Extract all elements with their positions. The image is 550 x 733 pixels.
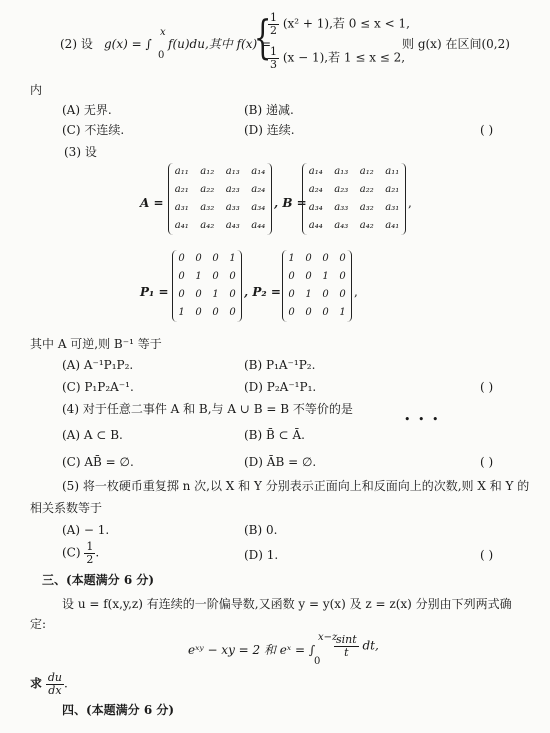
matrix-b-cell: a₂₄	[308, 184, 323, 195]
section-3-eq-den: t	[344, 645, 349, 659]
q2-option-b: (B) 递减.	[244, 103, 294, 117]
section-3-eq-fraction	[334, 634, 379, 658]
matrix-p1-cell: 0	[229, 289, 236, 300]
q2-case2	[268, 46, 405, 70]
q2-prefix: (2) 设	[60, 37, 93, 51]
q2-case1-num: 1	[270, 11, 277, 24]
q3-p1-label: P₁ =	[140, 285, 169, 299]
matrix-a-cell: a₄₂	[200, 220, 215, 231]
matrix-p1-row	[173, 286, 241, 304]
matrix-b-cell: a₁₂	[359, 166, 374, 177]
q5-stem2: 相关系数等于	[30, 501, 103, 515]
q5-option-c-tail: .	[95, 545, 100, 560]
matrix-p1-cell: 0	[212, 253, 219, 264]
q3-stem: 其中 A 可逆,则 B⁻¹ 等于	[30, 337, 162, 351]
section-3-eq-upper: x−z	[318, 632, 338, 643]
matrix-p2-cell: 0	[305, 307, 312, 318]
q4-emphasis-dots: • • •	[404, 413, 441, 426]
matrix-a-cell: a₄₃	[225, 220, 240, 231]
matrix-p2-cell: 0	[288, 271, 295, 282]
matrix-a	[168, 163, 272, 235]
matrix-p1-row	[173, 304, 241, 322]
matrix-b-cell: a₄₂	[359, 220, 374, 231]
q2-option-a: (A) 无界.	[62, 103, 112, 117]
q3-a-label: A =	[140, 196, 164, 210]
matrix-p1-cell: 0	[195, 289, 202, 300]
matrix-b-cell: a₃₁	[385, 202, 400, 213]
matrix-b-row	[303, 217, 405, 235]
q2-case1-rest: (x² + 1),若 0 ≤ x < 1,	[282, 16, 410, 31]
matrix-a-cell: a₃₂	[200, 202, 215, 213]
matrix-p2-cell: 0	[288, 289, 295, 300]
q3-b-label: , B =	[274, 196, 307, 210]
matrix-p2-row	[283, 286, 351, 304]
q4-option-b: (B) B̄ ⊂ Ā.	[244, 428, 305, 442]
matrix-p2-cell: 0	[339, 289, 346, 300]
q3-answer-blank: ( )	[480, 380, 494, 394]
q2-answer-blank: ( )	[480, 123, 494, 137]
matrix-b-cell: a₄₃	[334, 220, 349, 231]
matrix-a-row	[169, 217, 271, 235]
matrix-a-cell: a₁₃	[225, 166, 240, 177]
matrix-p1-cell: 0	[178, 253, 185, 264]
matrix-p1-cell: 0	[229, 307, 236, 318]
q3-b-tail: ,	[408, 196, 412, 210]
q2-brace: {	[253, 10, 272, 64]
matrix-p2-cell: 0	[339, 253, 346, 264]
matrix-p2-cell: 0	[305, 271, 312, 282]
section-3-ask-den: dx	[48, 683, 62, 697]
matrix-b-cell: a₂₁	[385, 184, 400, 195]
section-3-equation: eˣʸ − xy = 2 和 eˣ = ∫	[188, 643, 316, 657]
q4-option-a: (A) A ⊂ B.	[62, 428, 123, 442]
q2-case2-num: 1	[270, 45, 277, 58]
matrix-a-row	[169, 181, 271, 199]
q2-gx: g(x) = ∫	[104, 37, 152, 51]
matrix-b-cell: a₁₄	[308, 166, 323, 177]
matrix-p2-row	[283, 268, 351, 286]
matrix-a-row	[169, 199, 271, 217]
q2-integrand: f(u)du,其中 f(x) =	[168, 37, 272, 51]
q3-option-b: (B) P₁A⁻¹P₂.	[244, 358, 316, 372]
matrix-p2-cell: 1	[322, 271, 329, 282]
matrix-b-row	[303, 181, 405, 199]
q2-case2-rest: (x − 1),若 1 ≤ x ≤ 2,	[282, 50, 406, 65]
matrix-p1-cell: 1	[229, 253, 236, 264]
matrix-a-cell: a₁₁	[174, 166, 189, 177]
q5-stem: (5) 将一枚硬币重复掷 n 次,以 X 和 Y 分别表示正面向上和反面向上的次数,则 X 和 Y 的	[62, 479, 530, 493]
q5-option-c-den: 2	[86, 552, 94, 566]
q3-prefix: (3) 设	[64, 145, 97, 159]
section-3-line2: 定:	[30, 617, 47, 631]
matrix-p1-row	[173, 268, 241, 286]
matrix-a-cell: a₂₄	[251, 184, 266, 195]
q2-case1	[268, 12, 410, 36]
matrix-a-cell: a₄₁	[174, 220, 189, 231]
q3-option-c: (C) P₁P₂A⁻¹.	[62, 380, 134, 394]
matrix-b-cell: a₃₃	[334, 202, 349, 213]
matrix-p1-cell: 1	[195, 271, 202, 282]
section-3-title: 三、(本题满分 6 分)	[42, 573, 155, 587]
matrix-p1-cell: 0	[195, 307, 202, 318]
matrix-a-cell: a₃₁	[174, 202, 189, 213]
matrix-b-cell: a₂₃	[334, 184, 349, 195]
matrix-p2-cell: 1	[339, 307, 346, 318]
matrix-a-cell: a₂₁	[174, 184, 189, 195]
q4-stem: (4) 对于任意二事件 A 和 B,与 A ∪ B = B 不等价的是	[62, 402, 353, 416]
matrix-p1-cell: 0	[212, 307, 219, 318]
matrix-p2-row	[283, 250, 351, 268]
q5-option-a: (A) − 1.	[62, 523, 110, 537]
matrix-a-cell: a₁₂	[200, 166, 215, 177]
matrix-p2-cell: 0	[305, 253, 312, 264]
matrix-p2-cell: 0	[339, 271, 346, 282]
matrix-a-cell: a₁₄	[251, 166, 266, 177]
matrix-p2	[282, 250, 352, 322]
section-3-ask	[30, 672, 68, 696]
matrix-p2-cell: 1	[305, 289, 312, 300]
matrix-b-cell: a₁₁	[385, 166, 400, 177]
matrix-a-cell: a₂₃	[225, 184, 240, 195]
q3-option-d: (D) P₂A⁻¹P₁.	[244, 380, 317, 394]
q3-p2-tail: ,	[354, 285, 358, 299]
section-3-eq-lower: 0	[314, 656, 321, 667]
q2-lower-limit: 0	[158, 50, 165, 61]
matrix-p1	[172, 250, 242, 322]
matrix-p1-cell: 1	[178, 307, 185, 318]
matrix-a-cell: a₃₄	[251, 202, 266, 213]
q5-answer-blank: ( )	[480, 548, 494, 562]
matrix-b-row	[303, 199, 405, 217]
matrix-p2-row	[283, 304, 351, 322]
matrix-p1-cell: 0	[229, 271, 236, 282]
matrix-p1-cell: 0	[178, 271, 185, 282]
matrix-p2-cell: 0	[322, 289, 329, 300]
matrix-p1-cell: 0	[195, 253, 202, 264]
matrix-p2-cell: 0	[288, 307, 295, 318]
matrix-p1-cell: 0	[212, 271, 219, 282]
matrix-a-row	[169, 163, 271, 181]
matrix-b-cell: a₃₂	[359, 202, 374, 213]
q5-option-b: (B) 0.	[244, 523, 278, 537]
q4-answer-blank: ( )	[480, 455, 494, 469]
matrix-b-cell: a₃₄	[308, 202, 323, 213]
q5-option-c	[62, 541, 99, 565]
q2-option-c: (C) 不连续.	[62, 123, 125, 137]
q5-option-c-num: 1	[86, 540, 94, 553]
q2-option-d: (D) 连续.	[244, 123, 295, 137]
q2-tail: 则 g(x) 在区间(0,2)	[402, 37, 510, 51]
section-4-title: 四、(本题满分 6 分)	[62, 703, 175, 717]
matrix-p1-cell: 1	[212, 289, 219, 300]
section-3-ask-tail: .	[63, 676, 68, 691]
section-3-eq-num: sint	[336, 633, 357, 646]
q2-case2-den: 3	[270, 57, 277, 71]
q3-option-a: (A) A⁻¹P₁P₂.	[62, 358, 134, 372]
matrix-p1-row	[173, 250, 241, 268]
section-3-ask-prefix: 求	[30, 676, 43, 691]
q4-option-c: (C) AB̄ = ∅.	[62, 455, 134, 469]
matrix-a-cell: a₂₂	[200, 184, 215, 195]
matrix-p2-cell: 1	[288, 253, 295, 264]
section-3-ask-num: du	[47, 671, 62, 684]
matrix-b-cell: a₄₁	[385, 220, 400, 231]
matrix-b-cell: a₁₃	[334, 166, 349, 177]
section-3-eq-tail: dt,	[362, 638, 379, 653]
matrix-b-cell: a₄₄	[308, 220, 323, 231]
q2-case1-den: 2	[270, 23, 277, 37]
matrix-a-cell: a₃₃	[225, 202, 240, 213]
matrix-b-row	[303, 163, 405, 181]
q2-tail2: 内	[30, 83, 43, 97]
matrix-a-cell: a₄₄	[251, 220, 266, 231]
matrix-p1-cell: 0	[178, 289, 185, 300]
matrix-b-cell: a₂₂	[359, 184, 374, 195]
q5-option-c-prefix: (C)	[62, 545, 81, 560]
q3-p2-label: , P₂ =	[244, 285, 281, 299]
matrix-p2-cell: 0	[322, 253, 329, 264]
matrix-b	[302, 163, 406, 235]
q2-upper-limit: x	[160, 27, 166, 38]
section-3-line1: 设 u = f(x,y,z) 有连续的一阶偏导数,又函数 y = y(x) 及 z = z(x) 分别由下列两式确	[62, 597, 512, 611]
q4-option-d: (D) ĀB = ∅.	[244, 455, 317, 469]
q5-option-d: (D) 1.	[244, 548, 279, 562]
matrix-p2-cell: 0	[322, 307, 329, 318]
